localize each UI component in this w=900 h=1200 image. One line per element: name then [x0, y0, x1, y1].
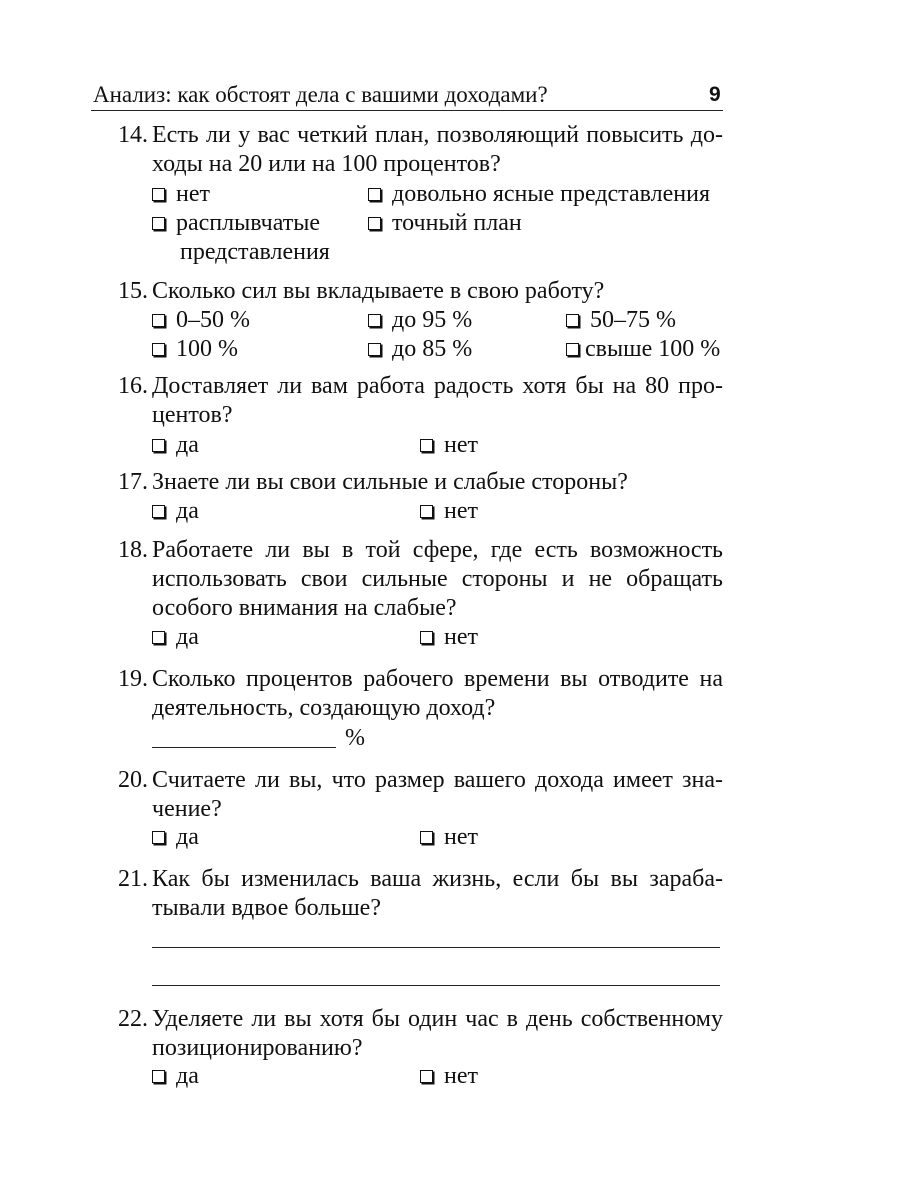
- percent-sign: %: [345, 725, 365, 751]
- question-text-line: тывали вдвое больше?: [152, 895, 381, 921]
- option-yes[interactable]: [152, 1061, 199, 1091]
- page-number: 9: [709, 83, 721, 106]
- option-exact-plan[interactable]: [368, 208, 522, 238]
- checkbox-icon[interactable]: [368, 188, 381, 201]
- answer-blank-line-1[interactable]: [152, 947, 720, 948]
- checkbox-icon[interactable]: [566, 314, 579, 327]
- option-over-100[interactable]: [566, 334, 720, 364]
- question-text-line: Сколько процентов рабочего времени вы отводите на: [152, 666, 723, 692]
- checkbox-icon[interactable]: [152, 217, 165, 230]
- option-label: расплывчатые: [176, 210, 321, 236]
- question-text-line: использовать свои сильные стороны и не обращать: [152, 566, 723, 592]
- question-text-line: позиционированию?: [152, 1035, 363, 1061]
- option-label: да: [176, 1063, 199, 1089]
- option-yes[interactable]: [152, 822, 199, 852]
- question-text-line: Как бы изменилась ваша жизнь, если бы вы зараба-: [152, 866, 723, 892]
- option-label: свыше 100 %: [585, 336, 721, 362]
- checkbox-icon[interactable]: [368, 343, 381, 356]
- option-label: нет: [444, 498, 478, 524]
- option-label: нет: [176, 181, 210, 207]
- checkbox-icon[interactable]: [152, 188, 165, 201]
- option-no[interactable]: [420, 496, 478, 526]
- option-upto-95[interactable]: [368, 305, 472, 335]
- checkbox-icon[interactable]: [368, 314, 381, 327]
- checkbox-icon[interactable]: [420, 631, 433, 644]
- question-number: 21.: [118, 866, 148, 892]
- question-number: 20.: [118, 767, 148, 793]
- option-no[interactable]: [420, 430, 478, 460]
- question-text-line: Знаете ли вы свои сильные и слабые стороны?: [152, 469, 628, 495]
- option-yes[interactable]: [152, 496, 199, 526]
- checkbox-icon[interactable]: [152, 631, 165, 644]
- percent-answer-blank[interactable]: [152, 747, 336, 748]
- question-number: 22.: [118, 1006, 148, 1032]
- question-text-line: Есть ли у вас четкий план, позволяющий повысить до-: [152, 122, 723, 148]
- option-label: да: [176, 498, 199, 524]
- checkbox-icon[interactable]: [420, 439, 433, 452]
- option-net[interactable]: [152, 179, 210, 209]
- option-fairly-clear[interactable]: [368, 179, 710, 209]
- checkbox-icon[interactable]: [152, 439, 165, 452]
- option-label: довольно ясные представления: [392, 181, 710, 207]
- option-label: да: [176, 824, 199, 850]
- checkbox-icon[interactable]: [368, 217, 381, 230]
- question-text-line: особого внимания на слабые?: [152, 595, 457, 621]
- checkbox-icon[interactable]: [566, 343, 579, 356]
- option-no[interactable]: [420, 822, 478, 852]
- checkbox-icon[interactable]: [152, 343, 165, 356]
- question-text-line: чение?: [152, 796, 222, 822]
- question-number: 17.: [118, 469, 148, 495]
- question-text-line: Сколько сил вы вкладываете в свою работу?: [152, 278, 605, 304]
- option-label-continuation: представления: [180, 239, 330, 265]
- option-label: нет: [444, 432, 478, 458]
- checkbox-icon[interactable]: [152, 314, 165, 327]
- question-text-line: деятельность, создающую доход?: [152, 695, 496, 721]
- question-number: 16.: [118, 373, 148, 399]
- option-no[interactable]: [420, 622, 478, 652]
- question-number: 14.: [118, 122, 148, 148]
- answer-blank-line-2[interactable]: [152, 985, 720, 986]
- running-header-title: Анализ: как обстоят дела с вашими доходами?: [93, 82, 548, 107]
- option-label: до 95 %: [392, 307, 473, 333]
- option-no[interactable]: [420, 1061, 478, 1091]
- option-yes[interactable]: [152, 430, 199, 460]
- option-label: да: [176, 624, 199, 650]
- question-text-line: Работаете ли вы в той сфере, где есть возможность: [152, 537, 723, 563]
- option-label: 50–75 %: [590, 307, 676, 333]
- option-label: точный план: [392, 210, 522, 236]
- option-label: до 85 %: [392, 336, 473, 362]
- option-label: нет: [444, 824, 478, 850]
- question-number: 18.: [118, 537, 148, 563]
- header-rule: [91, 110, 723, 111]
- option-label: 100 %: [176, 336, 238, 362]
- option-label: нет: [444, 624, 478, 650]
- option-50-75[interactable]: [566, 305, 676, 335]
- question-number: 15.: [118, 278, 148, 304]
- checkbox-icon[interactable]: [420, 831, 433, 844]
- option-100[interactable]: [152, 334, 238, 364]
- question-text-line: центов?: [152, 402, 233, 428]
- option-label: да: [176, 432, 199, 458]
- checkbox-icon[interactable]: [152, 831, 165, 844]
- question-text-line: ходы на 20 или на 100 процентов?: [152, 151, 501, 177]
- question-text-line: Доставляет ли вам работа радость хотя бы на 80 про-: [152, 373, 723, 399]
- option-label: нет: [444, 1063, 478, 1089]
- checkbox-icon[interactable]: [420, 1070, 433, 1083]
- option-yes[interactable]: [152, 622, 199, 652]
- question-text-line: Уделяете ли вы хотя бы один час в день собственному: [152, 1006, 723, 1032]
- question-number: 19.: [118, 666, 148, 692]
- checkbox-icon[interactable]: [420, 505, 433, 518]
- option-label: 0–50 %: [176, 307, 250, 333]
- option-upto-85[interactable]: [368, 334, 472, 364]
- option-vague[interactable]: [152, 208, 320, 238]
- option-0-50[interactable]: [152, 305, 250, 335]
- checkbox-icon[interactable]: [152, 505, 165, 518]
- checkbox-icon[interactable]: [152, 1070, 165, 1083]
- question-text-line: Считаете ли вы, что размер вашего дохода имеет зна-: [152, 767, 723, 793]
